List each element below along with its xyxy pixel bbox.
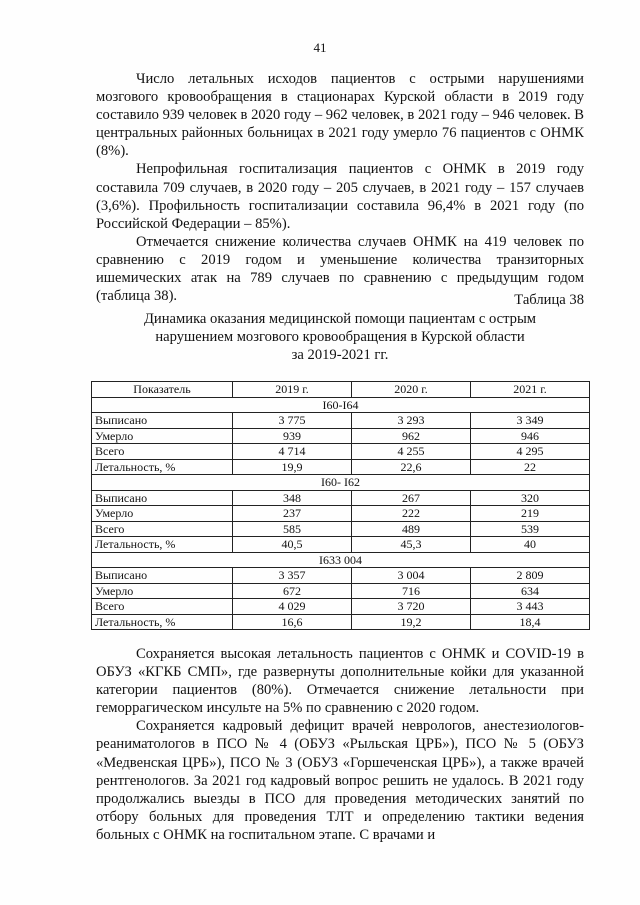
table-row (92, 583, 590, 599)
row-label: Выписано (92, 568, 233, 584)
value-cell: 4 255 (352, 444, 471, 460)
value-cell: 3 349 (471, 413, 590, 429)
value-cell: 634 (471, 583, 590, 599)
value-cell: 22,6 (352, 459, 471, 475)
page-number: 41 (313, 40, 327, 55)
table-title-line: за 2019-2021 гг. (291, 347, 389, 363)
value-cell: 19,2 (352, 614, 471, 630)
value-cell: 3 293 (352, 413, 471, 429)
table-row (92, 459, 590, 475)
value-cell: 4 714 (233, 444, 352, 460)
value-cell: 3 720 (352, 599, 471, 615)
paragraph: Число летальных исходов пациентов с острыми нарушениями мозгового кровообращения в стационарах Курской области в 2019 году составило 939 человек в 2020 году – 962 человек, в 2021 году – 946 человек. В центральных районных больницах в 2021 году умерло 76 пациентов с ОНМК (8%). (96, 71, 584, 160)
header-cell: 2020 г. (352, 382, 471, 398)
row-label: Летальность, % (92, 459, 233, 475)
table-group-row (92, 552, 590, 568)
group-cell: I60- I62 (92, 475, 590, 491)
row-label: Умерло (92, 428, 233, 444)
value-cell: 4 029 (233, 599, 352, 615)
group-cell: I633 004 (92, 552, 590, 568)
paragraph: Отмечается снижение количества случаев ОНМК на 419 человек по сравнению с 2019 годом и уменьшение количества транзиторных ишемических атак на 789 случаев по сравнению с предыдущим годом (таблица 38). (96, 233, 584, 305)
value-cell: 3 443 (471, 599, 590, 615)
value-cell: 40,5 (233, 537, 352, 553)
table-row (92, 614, 590, 630)
table-row (92, 599, 590, 615)
table-title (96, 310, 584, 364)
table-title-line: нарушением мозгового кровообращения в Курской области (155, 329, 525, 345)
row-label: Выписано (92, 490, 233, 506)
value-cell: 16,6 (233, 614, 352, 630)
table-label: Таблица 38 (514, 292, 584, 308)
value-cell: 18,4 (471, 614, 590, 630)
row-label: Умерло (92, 506, 233, 522)
value-cell: 320 (471, 490, 590, 506)
value-cell: 237 (233, 506, 352, 522)
value-cell: 4 295 (471, 444, 590, 460)
value-cell: 672 (233, 583, 352, 599)
value-cell: 716 (352, 583, 471, 599)
value-cell: 539 (471, 521, 590, 537)
table-row (92, 444, 590, 460)
value-cell: 219 (471, 506, 590, 522)
row-label: Всего (92, 444, 233, 460)
row-label: Всего (92, 599, 233, 615)
table-row (92, 537, 590, 553)
value-cell: 267 (352, 490, 471, 506)
value-cell: 939 (233, 428, 352, 444)
paragraph: Сохраняется высокая летальность пациентов с ОНМК и COVID-19 в ОБУЗ «КГКБ СМП», где развернуты дополнительные койки для указанной категории пациентов (80%). Отмечается снижение летальности при геморрагическом инсульте на 5% по сравнению с 2020 годом. (96, 646, 584, 717)
row-label: Летальность, % (92, 614, 233, 630)
row-label: Выписано (92, 413, 233, 429)
table-row (92, 568, 590, 584)
table-group-row (92, 397, 590, 413)
row-label: Летальность, % (92, 537, 233, 553)
header-cell: 2021 г. (471, 382, 590, 398)
text-block-top (96, 70, 584, 305)
value-cell: 489 (352, 521, 471, 537)
value-cell: 40 (471, 537, 590, 553)
table-title-line: Динамика оказания медицинской помощи пациентам с острым (143, 311, 537, 327)
value-cell: 348 (233, 490, 352, 506)
value-cell: 946 (471, 428, 590, 444)
value-cell: 3 004 (352, 568, 471, 584)
paragraph: Непрофильная госпитализация пациентов с ОНМК в 2019 году составила 709 случаев, в 2020 году – 205 случаев, в 2021 году – 157 случаев (3,6%). Профильность госпитализации составила 96,4% в 2021 году (по Российской Федерации – 85%). (96, 161, 584, 232)
table-row (92, 413, 590, 429)
value-cell: 22 (471, 459, 590, 475)
row-label: Всего (92, 521, 233, 537)
table-row (92, 490, 590, 506)
paragraph: Сохраняется кадровый дефицит врачей неврологов, анестезиологов-реаниматологов в ПСО № 4 (ОБУЗ «Рыльская ЦРБ»), ПСО № 5 (ОБУЗ «Медвенская ЦРБ»), ПСО № 3 (ОБУЗ «Горшеченская ЦРБ»), а также врачей рентгенологов. За 2021 год кадровый вопрос решить не удалось. В 2021 году продолжались выезды в ПСО для проведения методических занятий по отбору больных для проведения ТЛТ и определению тактики ведения больных с ОНМК на госпитальном этапе. С врачами и (96, 718, 584, 843)
value-cell: 222 (352, 506, 471, 522)
header-cell: 2019 г. (233, 382, 352, 398)
table-group-row (92, 475, 590, 491)
value-cell: 585 (233, 521, 352, 537)
header-cell: Показатель (92, 382, 233, 398)
table-row (92, 428, 590, 444)
table-row (92, 521, 590, 537)
data-table (91, 381, 590, 630)
table-header-row (92, 382, 590, 398)
value-cell: 45,3 (352, 537, 471, 553)
text-block-bottom (96, 645, 584, 844)
row-label: Умерло (92, 583, 233, 599)
table-row (92, 506, 590, 522)
group-cell: I60-I64 (92, 397, 590, 413)
value-cell: 3 775 (233, 413, 352, 429)
value-cell: 962 (352, 428, 471, 444)
value-cell: 2 809 (471, 568, 590, 584)
value-cell: 19,9 (233, 459, 352, 475)
value-cell: 3 357 (233, 568, 352, 584)
